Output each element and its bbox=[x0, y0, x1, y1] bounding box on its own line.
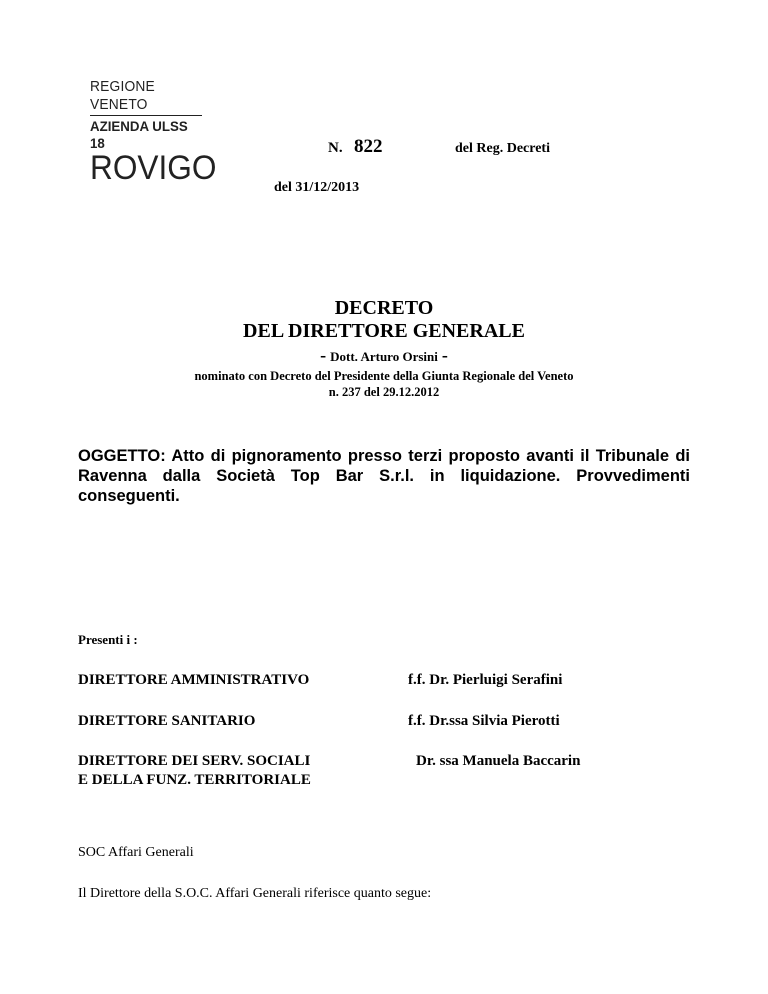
decree-number-label: N. bbox=[328, 140, 343, 156]
register-label: del Reg. Decreti bbox=[455, 141, 550, 156]
document-title: DECRETO bbox=[334, 297, 434, 319]
present-label: Presenti i : bbox=[78, 632, 138, 647]
decree-date: del 31/12/2013 bbox=[274, 180, 360, 195]
dash-left: - bbox=[320, 345, 327, 365]
subject-line: Ravenna dalla Società Top Bar S.r.l. in liquidazione. Provvedimenti bbox=[78, 467, 690, 485]
appointment-reference: n. 237 del 29.12.2012 bbox=[328, 385, 440, 399]
logo-region-text: REGIONE VENETO bbox=[90, 78, 155, 113]
director-name: f.f. Dr. Pierluigi Serafini bbox=[408, 672, 563, 688]
subject-paragraph bbox=[78, 446, 690, 506]
subject-line: OGGETTO: Atto di pignoramento presso terzi proposto avanti il Tribunale di bbox=[78, 447, 690, 465]
director-role: DIRETTORE AMMINISTRATIVO bbox=[78, 672, 310, 688]
decree-number-value: 822 bbox=[354, 136, 383, 157]
department-name: SOC Affari Generali bbox=[78, 845, 194, 860]
director-name: f.f. Dr.ssa Silvia Pierotti bbox=[408, 713, 560, 729]
logo-agency-text: AZIENDA ULSS 18 bbox=[90, 118, 188, 151]
logo-city-text: ROVIGO bbox=[90, 149, 217, 187]
director-name-line bbox=[0, 345, 768, 366]
director-role-continued: E DELLA FUNZ. TERRITORIALE bbox=[78, 772, 311, 788]
ulss-logo bbox=[90, 78, 217, 187]
appointment-text: nominato con Decreto del Presidente della Giunta Regionale del Veneto bbox=[194, 369, 574, 383]
director-name: Dr. ssa Manuela Baccarin bbox=[416, 753, 581, 769]
document-subtitle: DEL DIRETTORE GENERALE bbox=[243, 320, 525, 342]
intro-text: Il Direttore della S.O.C. Affari Generali riferisce quanto segue: bbox=[78, 886, 432, 901]
director-role: DIRETTORE SANITARIO bbox=[78, 713, 256, 729]
director-general-name: Dott. Arturo Orsini bbox=[330, 349, 438, 364]
dash-right: - bbox=[441, 345, 448, 365]
director-role: DIRETTORE DEI SERV. SOCIALI bbox=[78, 753, 311, 769]
subject-line: conseguenti. bbox=[78, 487, 180, 505]
logo-divider bbox=[90, 115, 202, 116]
